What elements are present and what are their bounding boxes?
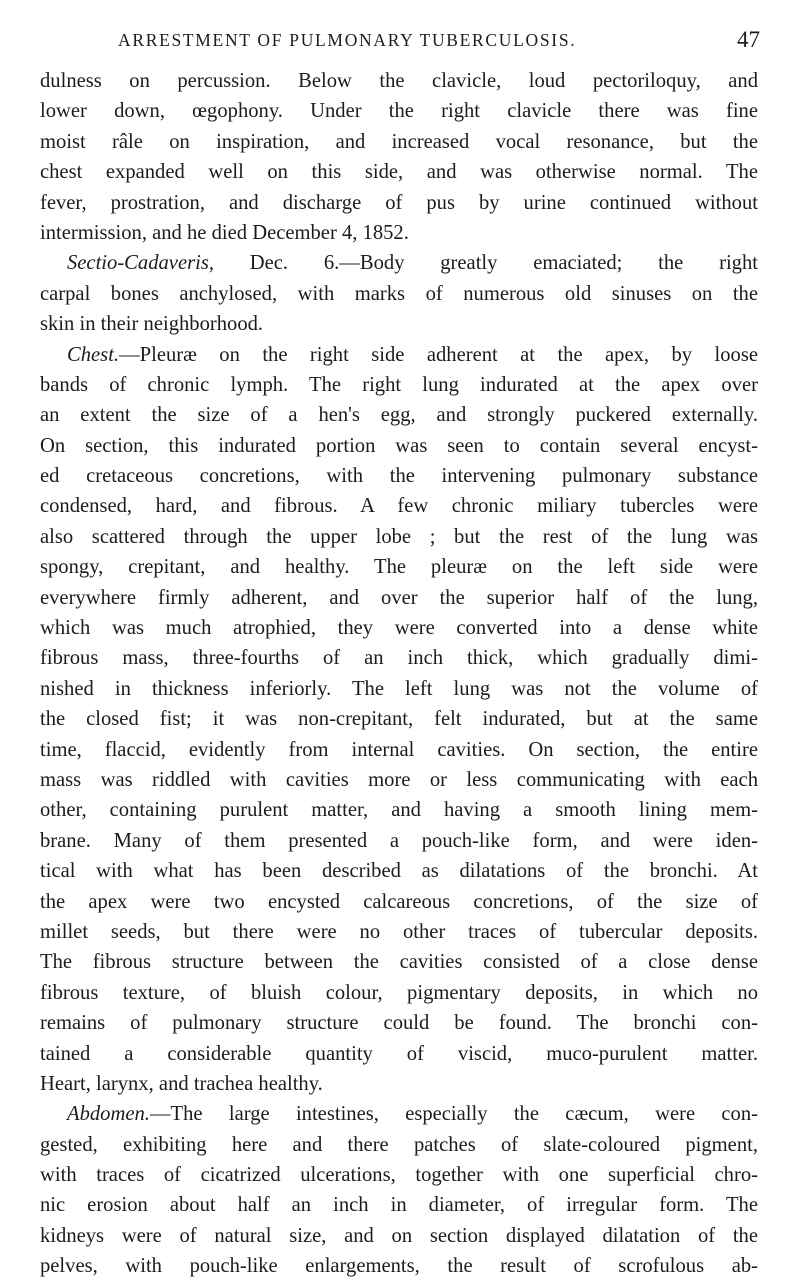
text-line: On section, this indurated portion was seen to contain several encyst- [40, 434, 758, 457]
text-line: ed cretaceous concretions, with the intervening pulmonary substance [40, 465, 758, 488]
text-line: time, flaccid, evidently from internal cavities. On section, the entire [40, 738, 758, 761]
section-heading-italic: Sectio-Cadaveris, [67, 252, 214, 275]
text-line: bands of chronic lymph. The right lung indurated at the apex over [40, 373, 758, 396]
text-line: the closed fist; it was non-crepitant, felt indurated, but at the same [40, 708, 758, 731]
section-heading-italic: Abdomen. [67, 1103, 150, 1126]
text-line: skin in their neighborhood. [40, 313, 264, 336]
text-line: nished in thickness inferiorly. The left lung was not the volume of [40, 677, 758, 700]
text-line: intermission, and he died December 4, 1852. [40, 221, 409, 244]
text-line: tical with what has been described as dilatations of the bronchi. At [40, 860, 758, 883]
running-head [40, 27, 760, 54]
text-line: with traces of cicatrized ulcerations, together with one superficial chro- [40, 1164, 758, 1187]
text-line: also scattered through the upper lobe ; but the rest of the lung was [40, 525, 758, 548]
text-line: nic erosion about half an inch in diameter, of irregular form. The [40, 1194, 758, 1217]
text-line: everywhere firmly adherent, and over the superior half of the lung, [40, 586, 758, 609]
text-line: moist râle on inspiration, and increased vocal resonance, but the [40, 130, 758, 153]
text-line: tained a considerable quantity of viscid, muco-purulent matter. [40, 1042, 758, 1065]
running-title: ARRESTMENT OF PULMONARY TUBERCULOSIS. [118, 30, 577, 50]
text-line: chest expanded well on this side, and was otherwise normal. The [40, 161, 758, 184]
page-number: 47 [737, 27, 760, 52]
text-line: gested, exhibiting here and there patches of slate-coloured pigment, [40, 1133, 758, 1156]
text-line: lower down, œgophony. Under the right clavicle there was fine [40, 100, 758, 123]
text-run: Dec. 6.—Body greatly emaciated; the right [213, 252, 758, 275]
text-line: condensed, hard, and fibrous. A few chronic miliary tubercles were [40, 495, 758, 518]
body-text [40, 66, 758, 1282]
text-line: pelves, with pouch-like enlargements, the result of scrofulous ab- [40, 1255, 758, 1278]
text-line: the apex were two encysted calcareous concretions, of the size of [40, 890, 758, 913]
paragraph-first-line [40, 248, 758, 278]
text-line: carpal bones anchylosed, with marks of numerous old sinuses on the [40, 282, 758, 305]
text-line: other, containing purulent matter, and having a smooth lining mem- [40, 799, 758, 822]
text-line: kidneys were of natural size, and on section displayed dilatation of the [40, 1224, 758, 1247]
text-line: Heart, larynx, and trachea healthy. [40, 1072, 323, 1095]
text-line: millet seeds, but there were no other traces of tubercular deposits. [40, 920, 758, 943]
text-line: dulness on percussion. Below the clavicle, loud pectoriloquy, and [40, 70, 758, 92]
paragraph-first-line [40, 1099, 758, 1129]
text-line: brane. Many of them presented a pouch-like form, and were iden- [40, 829, 758, 852]
text-run: —Pleuræ on the right side adherent at the apex, by loose [119, 343, 758, 366]
section-heading-italic: Chest. [67, 343, 120, 366]
text-line: The fibrous structure between the cavities consisted of a close dense [40, 951, 758, 974]
text-line: fever, prostration, and discharge of pus by urine continued without [40, 191, 758, 214]
text-line: mass was riddled with cavities more or less communicating with each [40, 768, 758, 791]
text-line: spongy, crepitant, and healthy. The pleuræ on the left side were [40, 556, 758, 579]
text-line: fibrous mass, three-fourths of an inch thick, which gradually dimi- [40, 647, 758, 670]
text-line: remains of pulmonary structure could be found. The bronchi con- [40, 1012, 758, 1035]
text-line: an extent the size of a hen's egg, and strongly puckered externally. [40, 404, 758, 427]
text-line: which was much atrophied, they were converted into a dense white [40, 617, 758, 640]
paragraph-first-line [40, 340, 758, 370]
text-run: —The large intestines, especially the cæcum, were con- [149, 1103, 758, 1126]
text-line: fibrous texture, of bluish colour, pigmentary deposits, in which no [40, 981, 758, 1004]
